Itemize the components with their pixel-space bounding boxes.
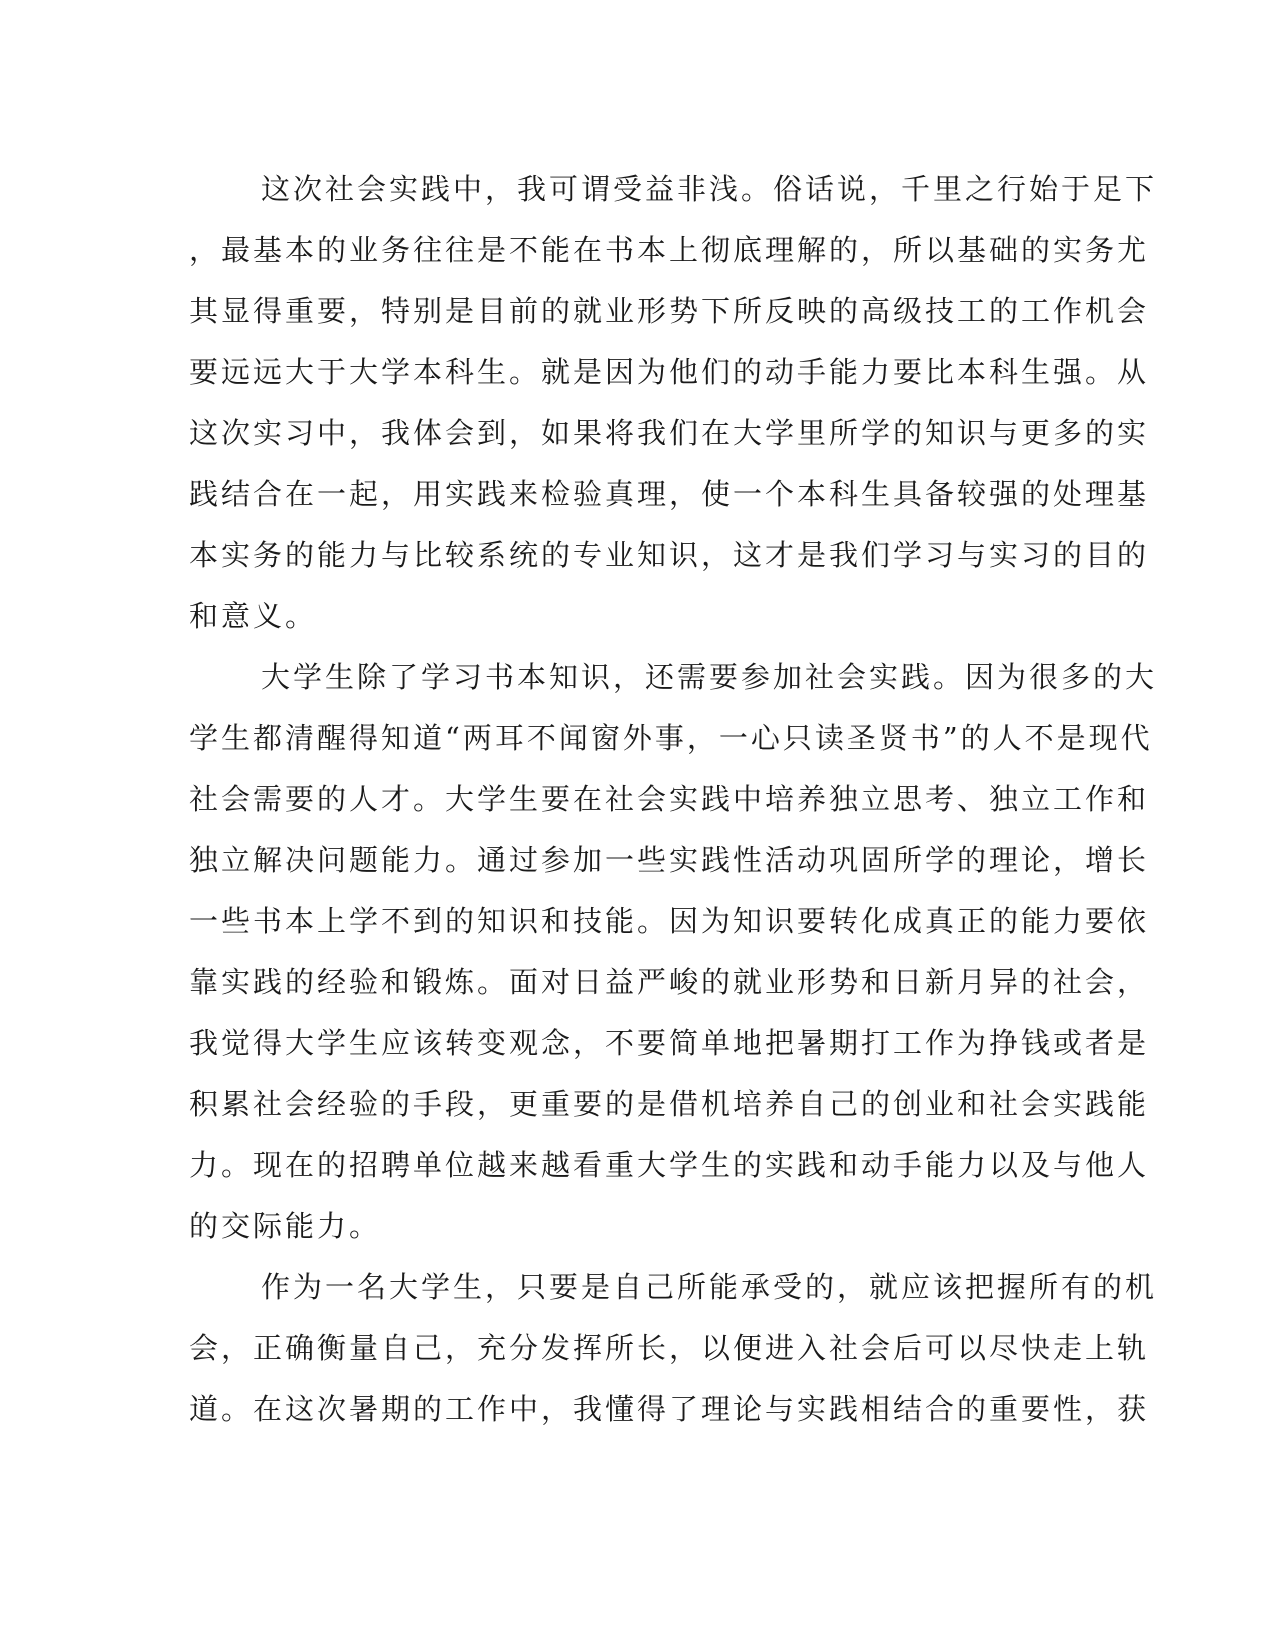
paragraph-line: 道。在这次暑期的工作中，我懂得了理论与实践相结合的重要性，获 <box>189 1392 1150 1426</box>
paragraph-line: 社会需要的人才。大学生要在社会实践中培养独立思考、独立工作和 <box>189 782 1150 816</box>
paragraph-line: 力。现在的招聘单位越来越看重大学生的实践和动手能力以及与他人 <box>189 1148 1150 1182</box>
paragraph-1 <box>189 159 1158 647</box>
paragraph-3 <box>189 1257 1158 1440</box>
paragraph-line: 作为一名大学生，只要是自己所能承受的，就应该把握所有的机 <box>261 1270 1158 1304</box>
paragraph-line: 我觉得大学生应该转变观念，不要简单地把暑期打工作为挣钱或者是 <box>189 1026 1150 1060</box>
paragraph-line: 这次社会实践中，我可谓受益非浅。俗话说，千里之行始于足下 <box>261 172 1158 206</box>
paragraph-line: 的交际能力。 <box>189 1209 382 1243</box>
paragraph-line: 大学生除了学习书本知识，还需要参加社会实践。因为很多的大 <box>261 660 1158 694</box>
paragraph-line: ，最基本的业务往往是不能在书本上彻底理解的，所以基础的实务尤 <box>189 233 1150 267</box>
paragraph-line: 积累社会经验的手段，更重要的是借机培养自己的创业和社会实践能 <box>189 1087 1150 1121</box>
paragraph-line: 这次实习中，我体会到，如果将我们在大学里所学的知识与更多的实 <box>189 416 1150 450</box>
paragraph-line: 其显得重要，特别是目前的就业形势下所反映的高级技工的工作机会 <box>189 294 1150 328</box>
document-body <box>189 159 1158 1440</box>
paragraph-line: 践结合在一起，用实践来检验真理，使一个本科生具备较强的处理基 <box>189 477 1150 511</box>
paragraph-line: 学生都清醒得知道“两耳不闻窗外事，一心只读圣贤书”的人不是现代 <box>189 721 1153 755</box>
paragraph-line: 要远远大于大学本科生。就是因为他们的动手能力要比本科生强。从 <box>189 355 1150 389</box>
paragraph-line: 和意义。 <box>189 599 318 633</box>
paragraph-line: 本实务的能力与比较系统的专业知识，这才是我们学习与实习的目的 <box>189 538 1150 572</box>
paragraph-2 <box>189 647 1158 1257</box>
paragraph-line: 会，正确衡量自己，充分发挥所长，以便进入社会后可以尽快走上轨 <box>189 1331 1150 1365</box>
paragraph-line: 一些书本上学不到的知识和技能。因为知识要转化成真正的能力要依 <box>189 904 1150 938</box>
paragraph-line: 靠实践的经验和锻炼。面对日益严峻的就业形势和日新月异的社会， <box>189 965 1150 999</box>
paragraph-line: 独立解决问题能力。通过参加一些实践性活动巩固所学的理论，增长 <box>189 843 1150 877</box>
